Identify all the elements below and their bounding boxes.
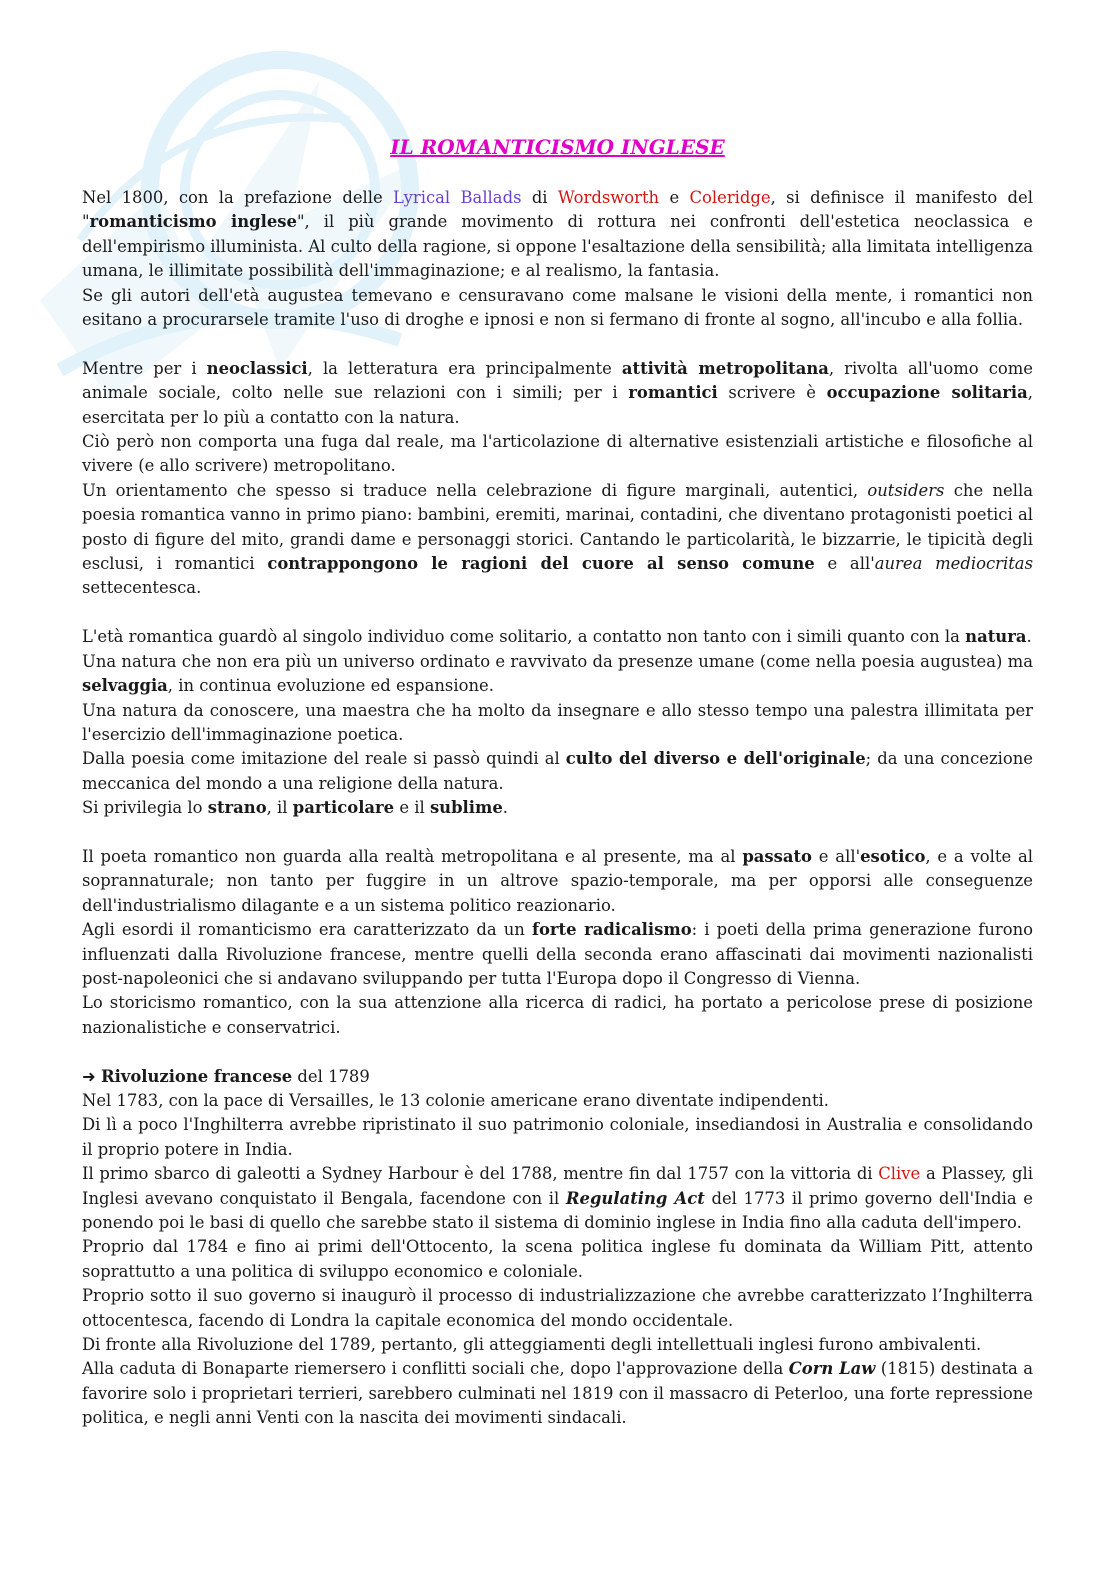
paragraph-fuga: Ciò però non comporta una fuga dal reale, ma l'articolazione di alternative esistenziali artistiche e filosofiche al vivere (e allo scrivere) metropolitano.: [82, 432, 1033, 476]
name-coleridge: Coleridge: [689, 188, 771, 207]
paragraph-sydney: Il primo sbarco di galeotti a Sydney Harbour è del 1788, mentre fin dal 1757 con la vittoria di Clive a Plassey, gli Inglesi avevano conquistato il Bengala, facendone con il Regulating Act del 1773 il primo governo dell'India e ponendo poi le basi di quello che sarebbe stato il sistema di dominio inglese in India fino alla caduta dell'impero.: [82, 1164, 1033, 1232]
link-lyrical-ballads: Lyrical Ballads: [393, 188, 522, 207]
paragraph-passato: Il poeta romantico non guarda alla realtà metropolitana e al presente, ma al passato e all'esotico, e a volte al soprannaturale; non tanto per fuggire in un altrove spazio-temporale, ma per opporsi alle conseguenze dell'industrialismo dilagante e a un sistema politico reazionario.: [82, 846, 1033, 915]
arrow-right-icon: ➜: [82, 1066, 96, 1086]
paragraph-individuo: L'età romantica guardò al singolo individuo come solitario, a contatto non tanto con i simili quanto con la natura.: [82, 627, 1032, 647]
page-title: IL ROMANTICISMO INGLESE: [390, 135, 725, 159]
paragraph-industrializzazione: Proprio sotto il suo governo si inaugurò il processo di industrializzazione che avrebbe caratterizzato l’Inghilterra ottocentesca, facendo di Londra la capitale economica del mondo occidentale.: [82, 1286, 1033, 1330]
paragraph-radicalismo: Agli esordi il romanticismo era caratterizzato da un forte radicalismo: i poeti della prima generazione furono influenzati dalla Rivoluzione francese, mentre quelli della seconda erano affascinati dai movimenti nazionalisti post-napoleonici che si andavano sviluppando per tutta l'Europa dopo il Congresso di Vienna.: [82, 920, 1034, 988]
name-wordsworth: Wordsworth: [557, 188, 660, 207]
section-heading-rivoluzione: ➜ Rivoluzione francese del 1789: [82, 1066, 370, 1086]
paragraph-maestra: Una natura da conoscere, una maestra che ha molto da insegnare e allo stesso tempo una palestra illimitata per l'esercizio dell'immaginazione poetica.: [82, 700, 1033, 744]
paragraph-corn-law: Alla caduta di Bonaparte riemersero i conflitti sociali che, dopo l'approvazione della Corn Law (1815) destinata a favorire solo i proprietari terrieri, sarebbero culminati nel 1819 con il massacro di Peterloo, una forte repressione politica, e negli anni Venti con la nascita dei movimenti sindacali.: [82, 1359, 1033, 1428]
paragraph-ambivalenti: Di fronte alla Rivoluzione del 1789, pertanto, gli atteggiamenti degli intellettuali inglesi furono ambivalenti.: [82, 1335, 982, 1355]
paragraph-pitt: Proprio dal 1784 e fino ai primi dell'Ottocento, la scena politica inglese fu dominata da William Pitt, attento soprattutto a una politica di sviluppo economico e coloniale.: [82, 1237, 1033, 1281]
paragraph-outsiders: Un orientamento che spesso si traduce nella celebrazione di figure marginali, autentici, outsiders che nella poesia romantica vanno in primo piano: bambini, eremiti, marinai, contadini, che diventano protagonisti poetici al posto di figure del mito, grandi dame e personaggi storici. Cantando le particolarità, le bizzarrie, le tipicità degli esclusi, i romantici contrappongono le ragioni del cuore al senso comune e all'aurea mediocritas settecentesca.: [82, 480, 1033, 598]
paragraph-sublime: Si privilegia lo strano, il particolare e il sublime.: [82, 798, 508, 818]
paragraph-manifesto: Nel 1800, con la prefazione delle Lyrical Ballads di Wordsworth e Coleridge, si definisce il manifesto del "romanticismo inglese", il più grande movimento di rottura nei confronti dell'estetica neoclassica e dell'empirismo illuminista. Al culto della ragione, si oppone l'esaltazione della sensibilità; alla limitata intelligenza umana, le illimitate possibilità dell'immaginazione; e al realismo, la fantasia.: [82, 188, 1034, 281]
paragraph-originale: Dalla poesia come imitazione del reale si passò quindi al culto del diverso e dell'originale; da una concezione meccanica del mondo a una religione della natura.: [82, 749, 1033, 793]
document-page: [82, 130, 1033, 1431]
name-clive: Clive: [878, 1164, 921, 1184]
paragraph-storicismo: Lo storicismo romantico, con la sua attenzione alla ricerca di radici, ha portato a pericolose prese di posizione nazionalistiche e conservatrici.: [82, 993, 1033, 1037]
term-romanticismo: romanticismo inglese: [89, 212, 297, 232]
paragraph-visioni: Se gli autori dell'età augustea temevano e censuravano come malsane le visioni della mente, i romantici non esitano a procurarsele tramite l'uso di droghe e ipnosi e non si fermano di fronte al sogno, all'incubo e alla follia.: [82, 285, 1033, 330]
paragraph-versailles: Nel 1783, con la pace di Versailles, le 13 colonie americane erano diventate indipendenti.: [82, 1090, 829, 1110]
paragraph-patrimonio: Di lì a poco l'Inghilterra avrebbe ripristinato il suo patrimonio coloniale, insediandosi in Australia e consolidando il proprio potere in India.: [82, 1115, 1033, 1159]
paragraph-natura: Una natura che non era più un universo ordinato e ravvivato da presenze umane (come nella poesia augustea) ma selvaggia, in continua evoluzione ed espansione.: [82, 651, 1033, 696]
paragraph-neoclassici: Mentre per i neoclassici, la letteratura era principalmente attività metropolitana, rivolta all'uomo come animale sociale, colto nelle sue relazioni con i simili; per i romantici scrivere è occupazione solitaria, esercitata per lo più a contatto con la natura.: [82, 358, 1033, 427]
